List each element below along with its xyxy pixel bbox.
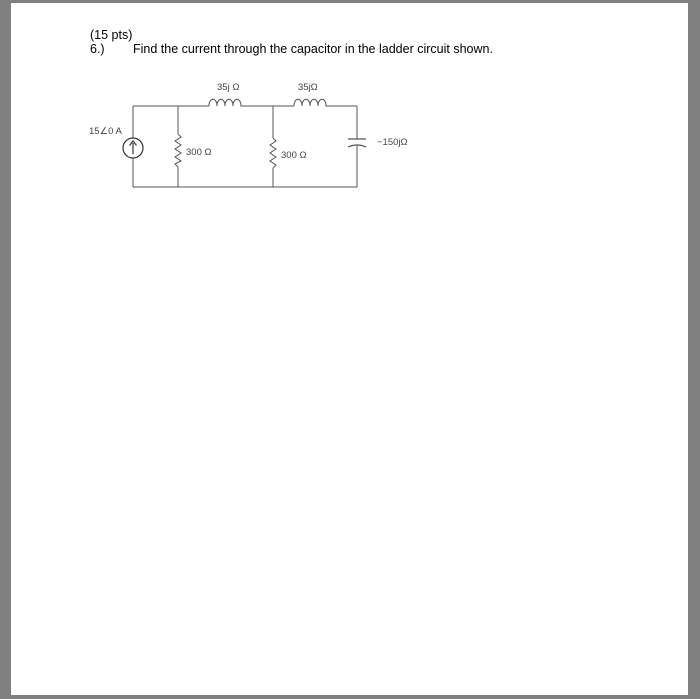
inductor-2-label: 35jΩ [298,82,318,93]
resistor-1-icon [175,134,181,167]
resistor-2-icon [270,138,276,168]
inductor-1-icon [209,99,249,106]
ladder-circuit-diagram [11,3,688,695]
question-points: (15 pts) [90,28,133,42]
inductor-2-icon [294,99,332,106]
resistor-2-label: 300 Ω [281,150,307,161]
resistor-1-label: 300 Ω [186,147,212,158]
source-label: 15∠0 A [89,126,122,137]
question-number: 6.) [90,42,105,56]
capacitor-label: −150jΩ [377,137,408,148]
question-prompt: Find the current through the capacitor in the ladder circuit shown. [133,42,493,56]
current-source-icon [123,138,143,158]
inductor-1-label: 35j Ω [217,82,240,93]
document-page [11,3,688,695]
